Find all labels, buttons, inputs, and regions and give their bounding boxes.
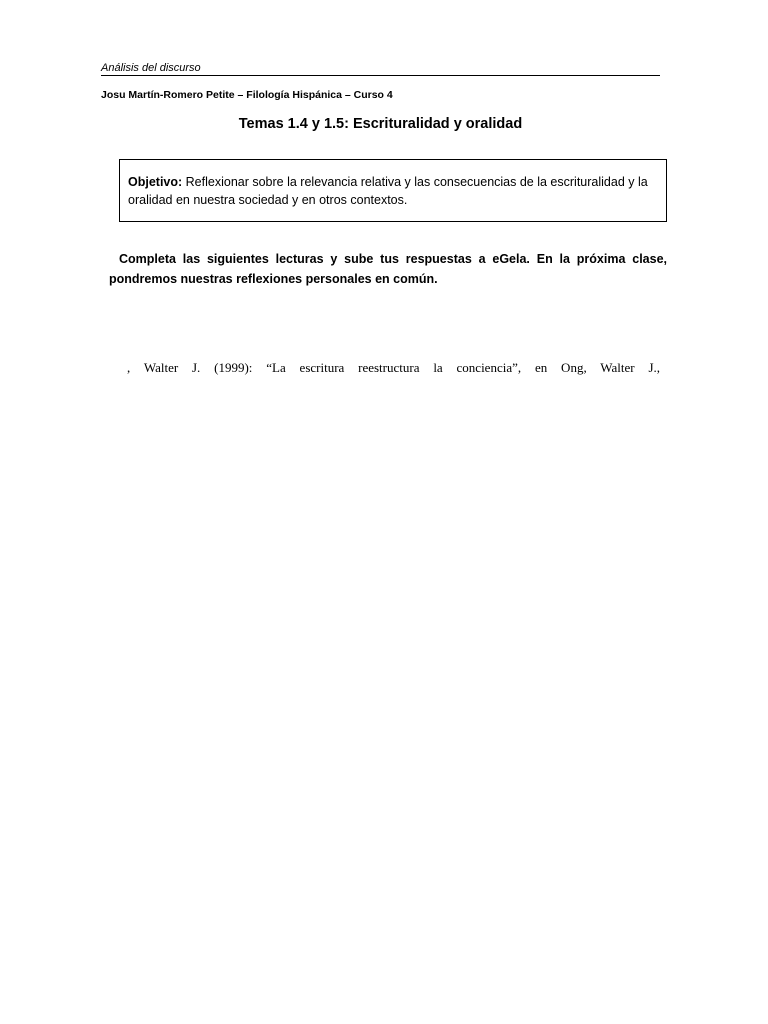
objective-text: Reflexionar sobre la relevancia relativa y las consecuencias de la escrituralidad y la oralidad en nuestra sociedad y en otros contextos. [128,175,648,207]
author-line: Josu Martín-Romero Petite – Filología Hispánica – Curso 4 [101,89,393,101]
objective-label: Objetivo: [128,175,183,189]
course-name: Análisis del discurso [101,62,201,74]
reference-entry: , Walter J. (1999): “La escritura reestructura la conciencia”, en Ong, Walter J., [127,360,660,375]
objective-box [119,159,667,222]
header-divider [101,75,660,76]
instructions-paragraph: Completa las siguientes lecturas y sube tus respuestas a eGela. En la próxima clase, pondremos nuestras reflexiones personales en común. [109,252,667,286]
page-title: Temas 1.4 y 1.5: Escrituralidad y oralidad [238,116,523,132]
